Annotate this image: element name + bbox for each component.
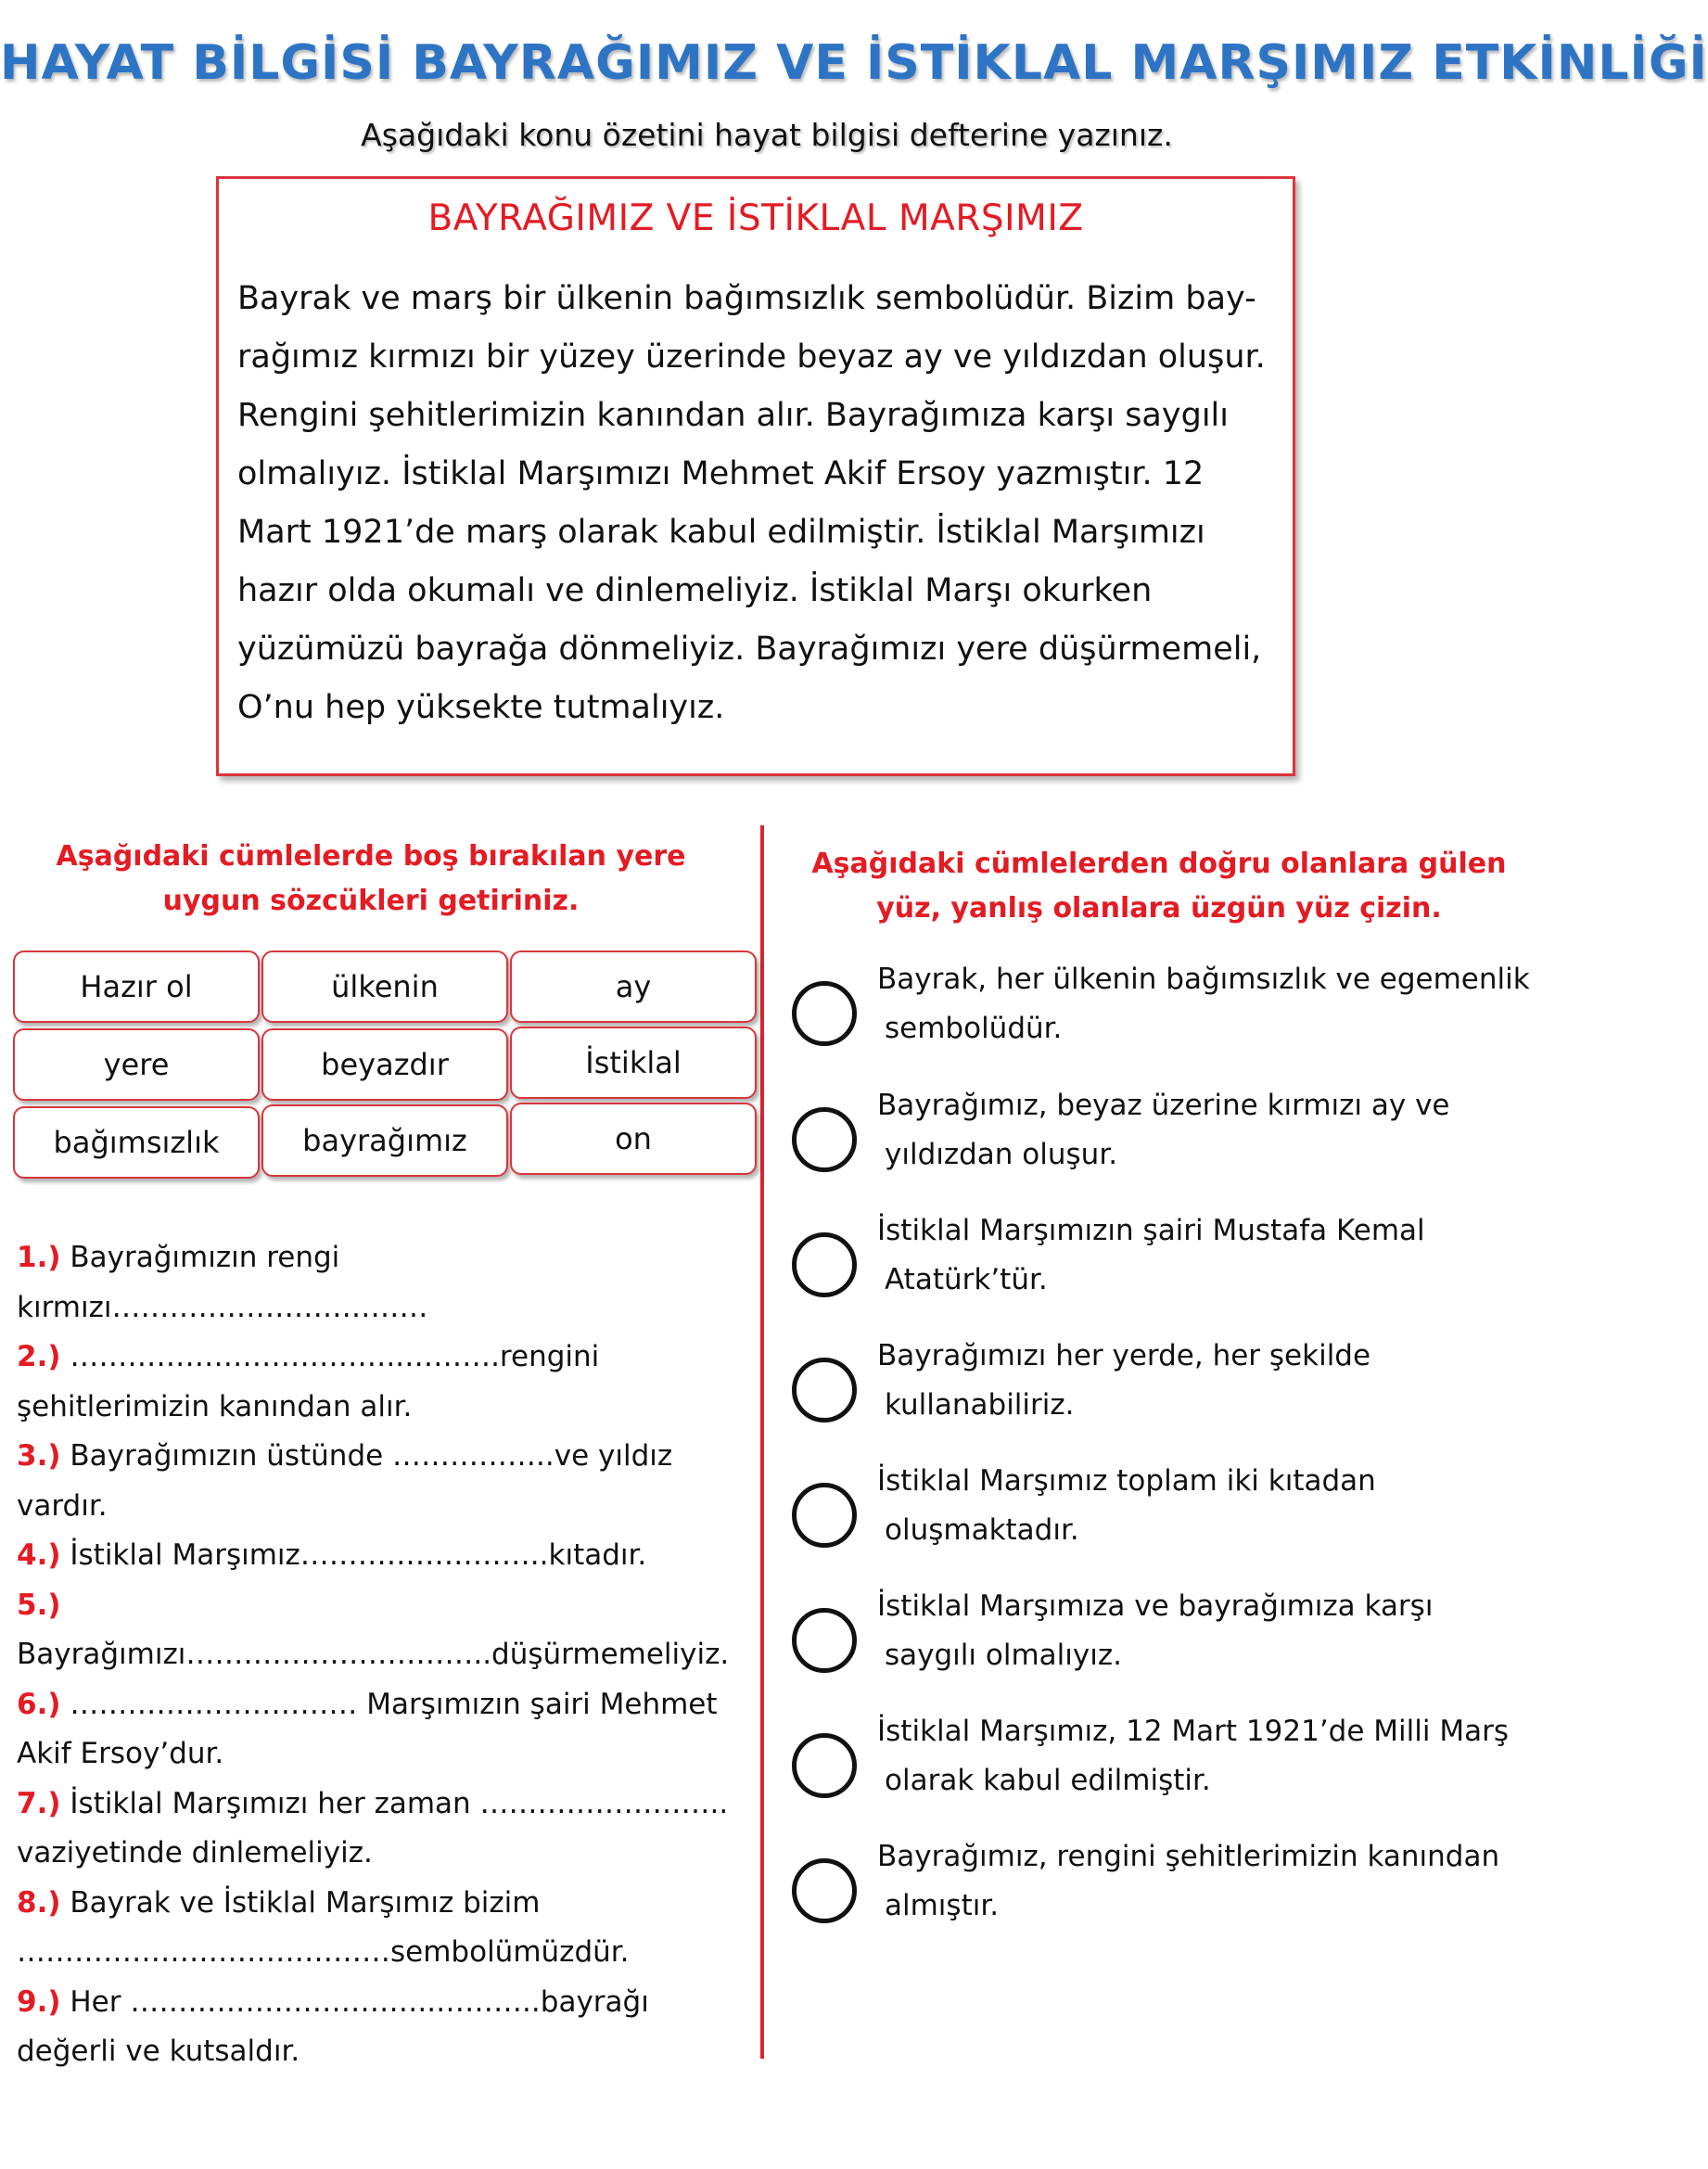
item-text: Bayrağımızın üstünde ……………..ve yıldız vardır.	[17, 1439, 673, 1523]
statement-line: yıldızdan oluşur.	[885, 1138, 1118, 1171]
true-false-item	[788, 1457, 1530, 1568]
statement-line: Bayrağımızı her yerde, her şekilde	[877, 1339, 1371, 1372]
instruction-line: yüz, yanlış olanlara üzgün yüz çizin.	[876, 892, 1442, 925]
statement-line: almıştır.	[885, 1889, 1000, 1922]
statement-line: kullanabiliriz.	[885, 1388, 1075, 1422]
answer-circle[interactable]	[792, 1858, 857, 1923]
word-bank-cell: ay	[510, 951, 757, 1023]
page-title: HAYAT BİLGİSİ BAYRAĞIMIZ VE İSTİKLAL MARŞIMIZ ETKİNLİĞİ	[0, 35, 1708, 91]
true-false-item	[788, 1582, 1530, 1693]
fill-blank-item	[17, 1780, 749, 1879]
summary-box	[216, 176, 1295, 776]
summary-line: Mart 1921’de marş olarak kabul edilmiştir. İstiklal Marşımızı	[237, 514, 1205, 551]
statement-line: sembolüdür.	[885, 1012, 1063, 1045]
statement-text	[877, 1081, 1532, 1180]
item-text: Bayrağımızı…………………………..düşürmemeliyiz.	[17, 1638, 730, 1671]
statement-line: Bayrağımız, rengini şehitlerimizin kanından	[877, 1840, 1500, 1873]
item-number: 9.)	[17, 1984, 61, 2019]
true-false-item	[788, 1081, 1530, 1193]
item-number: 8.)	[17, 1885, 61, 1920]
summary-line: olmalıyız. İstiklal Marşımızı Mehmet Akif Ersoy yazmıştır. 12	[237, 455, 1205, 492]
fill-blank-item	[17, 1333, 749, 1432]
fill-blank-item	[17, 1581, 749, 1680]
item-text: Her …………………………..………..bayrağı değerli ve kutsaldır.	[17, 1984, 649, 2068]
item-text: İstiklal Marşımız……………………..kıtadır.	[60, 1538, 647, 1572]
item-number: 2.)	[17, 1340, 61, 1373]
instruction-line: Aşağıdaki cümlelerden doğru olanlara gülen	[811, 848, 1507, 880]
answer-circle[interactable]	[792, 1107, 857, 1172]
answer-circle[interactable]	[792, 1483, 857, 1548]
statement-line: olarak kabul edilmiştir.	[885, 1764, 1211, 1797]
fill-blank-item	[17, 1531, 749, 1581]
summary-title: BAYRAĞIMIZ VE İSTİKLAL MARŞIMIZ	[427, 198, 1084, 239]
word-bank-cell: bağımsızlık	[13, 1106, 260, 1179]
statement-text	[877, 1582, 1532, 1680]
statement-line: İstiklal Marşımıza ve bayrağımıza karşı	[877, 1589, 1434, 1623]
answer-circle[interactable]	[792, 1358, 857, 1423]
summary-line: yüzümüzü bayrağa dönmeliyiz. Bayrağımızı yere düşürmemeli,	[237, 631, 1262, 668]
page-subtitle: Aşağıdaki konu özetini hayat bilgisi defterine yazınız.	[361, 117, 1173, 153]
summary-line: hazır olda okumalı ve dinlemeliyiz. İstiklal Marşı okurken	[237, 572, 1153, 609]
item-text: Bayrak ve İstiklal Marşımız bizim …………………………………sembolümüzdür.	[17, 1885, 630, 1969]
statement-text	[877, 1206, 1532, 1305]
statement-text	[877, 1707, 1532, 1805]
statement-line: Bayrak, her ülkenin bağımsızlık ve egemenlik	[877, 963, 1530, 996]
statement-line: İstiklal Marşımız toplam iki kıtadan	[877, 1464, 1376, 1498]
statement-line: oluşmaktadır.	[885, 1513, 1079, 1547]
summary-line: Rengini şehitlerimizin kanından alır. Bayrağımıza karşı saygılı	[237, 397, 1229, 434]
item-text: Bayrağımızın rengi kırmızı……………………………	[17, 1241, 428, 1324]
item-number: 5.)	[17, 1588, 61, 1622]
word-bank-cell: ülkenin	[261, 951, 508, 1023]
summary-line: Bayrak ve marş bir ülkenin bağımsızlık sembolüdür. Bizim bay-	[237, 280, 1256, 317]
item-number: 4.)	[17, 1538, 61, 1572]
fill-blank-item	[17, 1978, 749, 2077]
statement-text	[877, 1457, 1532, 1555]
fill-blank-item	[17, 1233, 749, 1333]
summary-line: O’nu hep yüksekte tutmalıyız.	[237, 689, 725, 726]
true-false-instruction	[788, 842, 1530, 931]
fill-blank-item	[17, 1432, 749, 1531]
answer-circle[interactable]	[792, 1733, 857, 1798]
word-bank-cell: bayrağımız	[261, 1104, 508, 1177]
word-bank	[13, 951, 755, 1192]
word-bank-cell: İstiklal	[510, 1027, 757, 1099]
true-false-item	[788, 1206, 1530, 1318]
true-false-item	[788, 1707, 1530, 1818]
answer-circle[interactable]	[792, 981, 857, 1046]
answer-circle[interactable]	[792, 1608, 857, 1673]
item-number: 6.)	[17, 1687, 61, 1721]
item-text: İstiklal Marşımızı her zaman …………………….. vaziyetinde dinlemeliyiz.	[17, 1786, 729, 1869]
statement-line: Atatürk’tür.	[885, 1263, 1048, 1296]
statement-line: İstiklal Marşımız, 12 Mart 1921’de Milli Marş	[877, 1715, 1509, 1748]
fill-blank-list	[17, 1233, 749, 2077]
fill-blanks-instruction	[19, 835, 723, 924]
column-divider	[760, 825, 764, 2059]
item-text: ………………………… Marşımızın şairi Mehmet Akif Ersoy’dur.	[17, 1687, 718, 1770]
word-bank-cell: beyazdır	[261, 1028, 508, 1101]
item-text: ……………………………..……….rengini şehitlerimizin kanından alır.	[17, 1340, 600, 1423]
answer-circle[interactable]	[792, 1232, 857, 1297]
item-number: 1.)	[17, 1241, 61, 1274]
true-false-item	[788, 955, 1530, 1066]
word-bank-cell: on	[510, 1103, 757, 1175]
statement-text	[877, 1332, 1532, 1430]
statement-line: saygılı olmalıyız.	[885, 1639, 1122, 1672]
item-number: 7.)	[17, 1786, 61, 1820]
fill-blank-item	[17, 1879, 749, 1978]
statement-text	[877, 955, 1532, 1053]
word-bank-cell: Hazır ol	[13, 951, 260, 1023]
instruction-line: uygun sözcükleri getiriniz.	[162, 885, 580, 917]
fill-blank-item	[17, 1680, 749, 1780]
statement-line: Bayrağımız, beyaz üzerine kırmızı ay ve	[877, 1089, 1450, 1122]
item-number: 3.)	[17, 1439, 61, 1473]
summary-line: rağımız kırmızı bir yüzey üzerinde beyaz ay ve yıldızdan oluşur.	[237, 338, 1266, 376]
word-bank-cell: yere	[13, 1028, 260, 1101]
true-false-item	[788, 1332, 1530, 1443]
instruction-line: Aşağıdaki cümlelerde boş bırakılan yere	[56, 840, 686, 873]
summary-text	[237, 270, 1285, 737]
true-false-item	[788, 1832, 1530, 1944]
statement-text	[877, 1832, 1532, 1931]
statement-line: İstiklal Marşımızın şairi Mustafa Kemal	[877, 1214, 1425, 1247]
